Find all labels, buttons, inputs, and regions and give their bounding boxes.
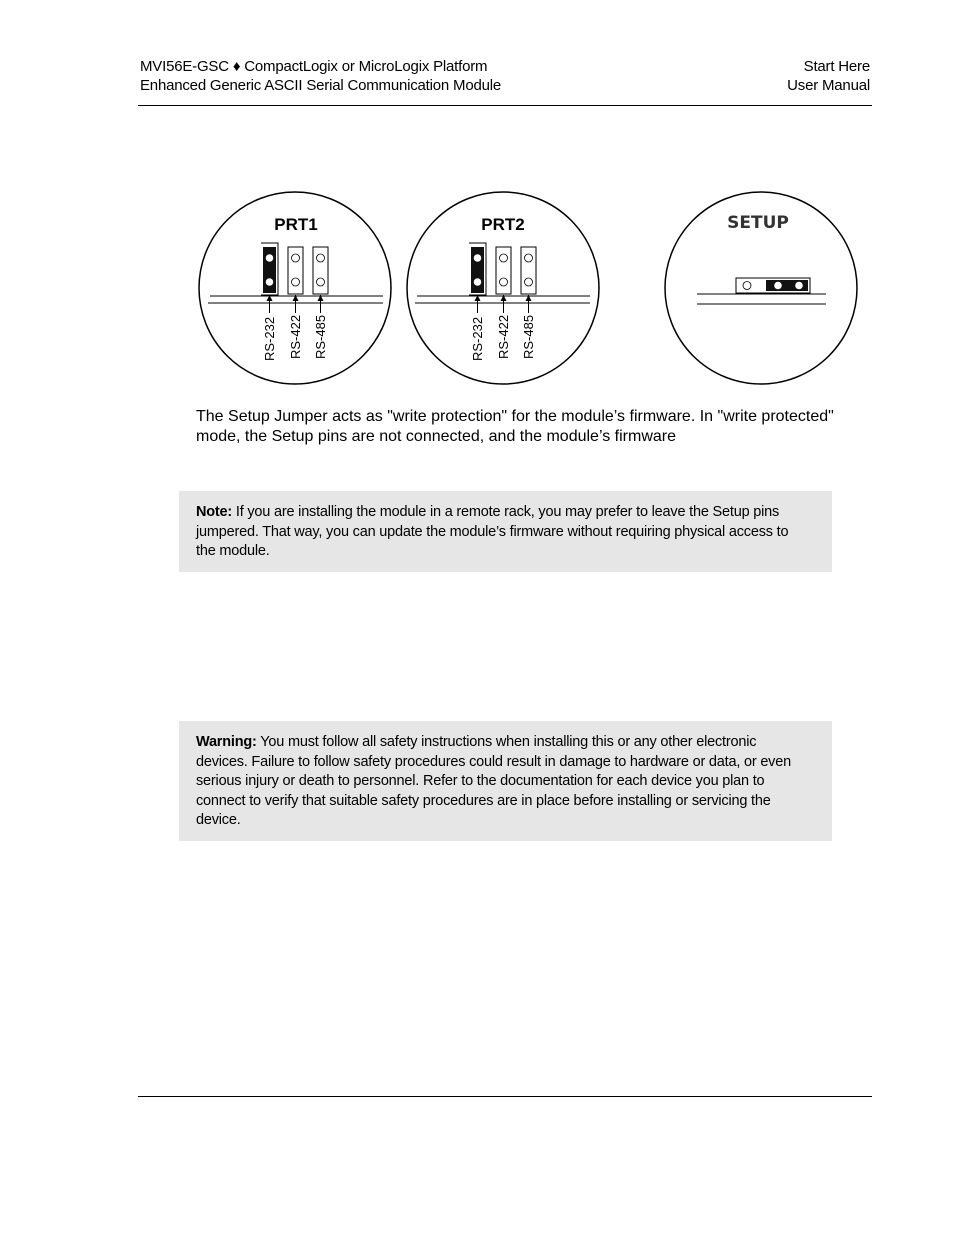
prt2-pin [474,254,482,262]
jumper-diagram [190,183,870,393]
prt2-jumper-cap [471,247,484,293]
prt1-label-rs485: RS-485 [313,314,328,359]
prt2-label-rs485: RS-485 [521,314,536,359]
prt1-jumper-cap [263,247,276,293]
note-callout [179,491,832,572]
warning-label: Warning: [196,734,257,750]
prt2-pin [525,278,533,286]
setup-jumper-paragraph: The Setup Jumper acts as "write protection" for the module’s firmware. In "write protected" mode, the Setup pins are not connected, and the module’s firmware [196,408,834,445]
header-divider [138,105,872,106]
header-module-name: Enhanced Generic ASCII Serial Communication Module [140,77,502,94]
prt1-label-rs422: RS-422 [288,314,303,359]
header-left [140,57,501,95]
prt1-pin [317,254,325,262]
prt2-pin [500,278,508,286]
prt1-pin [317,278,325,286]
prt1-pin [266,278,274,286]
prt1-pin [292,254,300,262]
prt1-pin [266,254,274,262]
prt1-title: PRT1 [274,215,318,234]
footer-divider [138,1096,872,1097]
prt2-pin [525,254,533,262]
header-doc-type: User Manual [787,77,870,94]
setup-title: SETUP [727,213,789,233]
prt2-pin [474,278,482,286]
prt2-pin [500,254,508,262]
prt2-title: PRT2 [481,215,525,234]
prt2-label-rs232: RS-232 [470,316,485,361]
note-text: If you are installing the module in a remote rack, you may prefer to leave the Setup pins jumpered. That way, you can update the module’s firmware without requiring physical access to the module. [196,504,789,560]
prt2-jumper-group [407,192,599,384]
setup-pin [743,282,751,290]
warning-callout [179,721,832,841]
header-product-line: MVI56E-GSC ♦ CompactLogix or MicroLogix Platform [140,58,488,75]
header-right [787,57,870,95]
header-section: Start Here [803,58,870,75]
prt1-jumper-group [199,192,391,384]
prt1-label-rs232: RS-232 [262,316,277,361]
setup-jumper-group [665,192,857,384]
prt2-label-rs422: RS-422 [496,314,511,359]
setup-pin [774,282,782,290]
note-label: Note: [196,504,233,520]
warning-text: You must follow all safety instructions when installing this or any other electronic devices. Failure to follow safety procedures could result in damage to hardware or data, or even serious injury or death to personnel. Refer to the documentation for each device you plan to connect to verify that suitable safety procedures are in place before installing or servicing the device. [196,734,791,829]
prt1-pin [292,278,300,286]
setup-pin [795,282,803,290]
